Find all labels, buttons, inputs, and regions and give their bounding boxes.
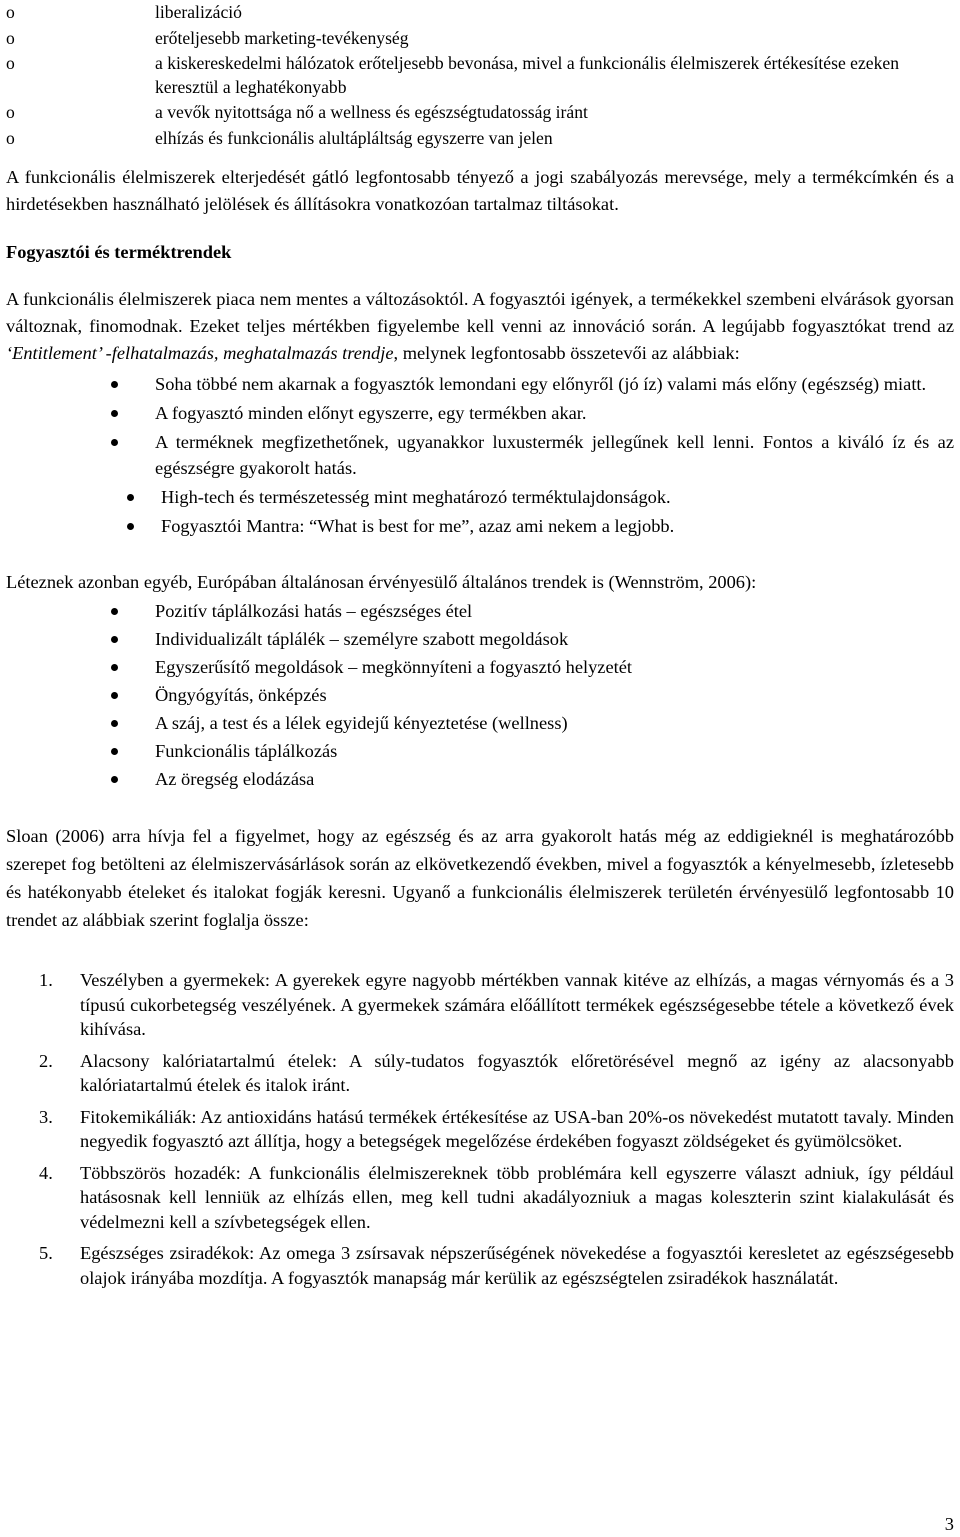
paragraph-sloan: Sloan (2006) arra hívja fel a figyelmet, hogy az egészség és az arra gyakorolt hatás még az eddigieknél is meghatározóbb szerepet fog betölteni az élelmiszervásárlások során az elkövetkezendő években, mivel a fogyasztók a kényelmesebb, ízletesebb és hatékonyabb ételeket és italokat fogják keresni. Ugyanő a funkcionális élelmiszerek területén érvényesülő legfontosabb 10 trendet az alábbiak szerint foglalja össze: [6, 826, 954, 930]
list-item: Fogyasztói Mantra: “What is best for me”, azaz ami nekem a legjobb. [6, 513, 954, 539]
bullet-icon [111, 608, 118, 615]
list-item: 5. Egészséges zsiradékok: Az omega 3 zsírsavak népszerűségének növekedése a fogyasztói keresletet az egészségesebb olajok irányába mozdítja. A fogyasztók manapság már kerülik az egészségtelen zsiradékok használatát. [39, 1243, 954, 1288]
list-marker: o [6, 28, 15, 48]
list-item: Az öregség elodázása [6, 766, 954, 792]
paragraph-europe: Léteznek azonban egyéb, Európában általánosan érvényesülő általános trendek is (Wennström, 2006): [6, 572, 757, 592]
list-number: 4. [39, 1162, 53, 1183]
bullet-icon [111, 636, 118, 643]
list-item: Individualizált táplálék – személyre szabott megoldások [6, 626, 954, 652]
list-item: 3. Fitokemikáliák: Az antioxidáns hatású termékek értékesítése az USA-ban 20%-os növekedést mutatott tavaly. Minden negyedik fogyasztó azt állítja, hogy a betegségek megelőzése érdekében fogyaszt zöldségeket és gyümölcsöket. [39, 1106, 954, 1151]
list-item: o elhízás és funkcionális alultápláltság egyszerre van jelen [6, 125, 954, 151]
list-item: o a kiskereskedelmi hálózatok erőteljesebb bevonása, mivel a funkcionális élelmiszerek értékesítése ezeken keresztül a leghatékonyabb [6, 53, 899, 97]
page-number: 3 [944, 1514, 954, 1534]
bullet-icon [127, 523, 134, 530]
list-item: Pozitív táplálkozási hatás – egészséges étel [6, 598, 954, 624]
list-item: Soha többé nem akarnak a fogyasztók lemondani egy előnyről (jó íz) valami más előny (egészség) miatt. [6, 371, 954, 397]
list-item: Funkcionális táplálkozás [6, 738, 954, 764]
list-number: 5. [39, 1243, 53, 1263]
list-marker: o [6, 2, 15, 22]
list-item: Öngyógyítás, önképzés [6, 682, 954, 708]
list-item: o a vevők nyitottsága nő a wellness és egészségtudatosság iránt [6, 99, 954, 125]
entitlement-list [6, 371, 954, 539]
list-marker: o [6, 102, 15, 122]
factor-list [6, 0, 954, 151]
list-item: High-tech és természetesség mint meghatározó terméktulajdonságok. [6, 484, 954, 510]
bullet-icon [111, 381, 118, 388]
bullet-icon [111, 692, 118, 699]
list-number: 2. [39, 1050, 53, 1071]
europe-trend-list [6, 598, 954, 792]
list-item: Egyszerűsítő megoldások – megkönnyíteni a fogyasztó helyzetét [6, 654, 954, 680]
list-item: 2. Alacsony kalóriatartalmú ételek: A súly-tudatos fogyasztók előretörésével megnő az igény az alacsonyabb kalóriatartalmú ételek és italok iránt. [39, 1050, 954, 1095]
list-item: 4. Többszörös hozadék: A funkcionális élelmiszereknek több problémára kell egyszerre választ adniuk, így például hatásosnak kell lenniük az elhízás ellen, meg kell tudni akadályozniuk a magas koleszterin szint kialakulását és védelmezni kell a szívbetegségek ellen. [39, 1162, 954, 1232]
list-number: 1. [39, 970, 53, 990]
list-item: o liberalizáció [6, 0, 954, 25]
bullet-icon [111, 439, 118, 446]
bullet-icon [111, 410, 118, 417]
list-number: 3. [39, 1106, 53, 1127]
list-item: 1. Veszélyben a gyermekek: A gyerekek egyre nagyobb mértékben vannak kitéve az elhízás, a magas vérnyomás és a 3 típusú cukorbetegség veszélyének. A gyermekek számára előállított termékek egészségesebbe tétele a következő évek kihívása. [39, 970, 954, 1039]
list-item: A terméknek megfizethetőnek, ugyanakkor luxustermék jellegűnek kell lenni. Fontos a kiváló íz és az egészségre gyakorolt hatás. [6, 429, 954, 481]
paragraph-regulation: A funkcionális élelmiszerek elterjedését gátló legfontosabb tényező a jogi szabályozás merevsége, mely a termékcímkén és a hirdetésekben használható jelölések és állításokra vonatkozóan tartalmaz tiltásokat. [6, 167, 954, 214]
bullet-icon [111, 776, 118, 783]
bullet-icon [127, 494, 134, 501]
document-page [6, 0, 954, 1297]
top-trends-list [6, 968, 954, 1290]
list-item: A fogyasztó minden előnyt egyszerre, egy termékben akar. [6, 400, 954, 426]
section-heading: Fogyasztói és terméktrendek [6, 242, 232, 262]
list-marker: o [6, 128, 15, 148]
list-item: A száj, a test és a lélek egyidejű kényeztetése (wellness) [6, 710, 954, 736]
paragraph-trends: A funkcionális élelmiszerek piaca nem mentes a változásoktól. A fogyasztói igények, a termékekkel szembeni elvárások gyorsan változnak, finomodnak. Ezeket teljes mértékben figyelembe kell venni az innováció során. A legújabb fogyasztókat trend az ‘Entitlement’ -felhatalmazás, meghatalmazás trendje, melynek legfontosabb összetevői az alábbiak: [6, 289, 954, 363]
list-marker: o [6, 53, 15, 73]
list-item: o erőteljesebb marketing-tevékenység [6, 25, 954, 51]
bullet-icon [111, 664, 118, 671]
bullet-icon [111, 748, 118, 755]
bullet-icon [111, 720, 118, 727]
